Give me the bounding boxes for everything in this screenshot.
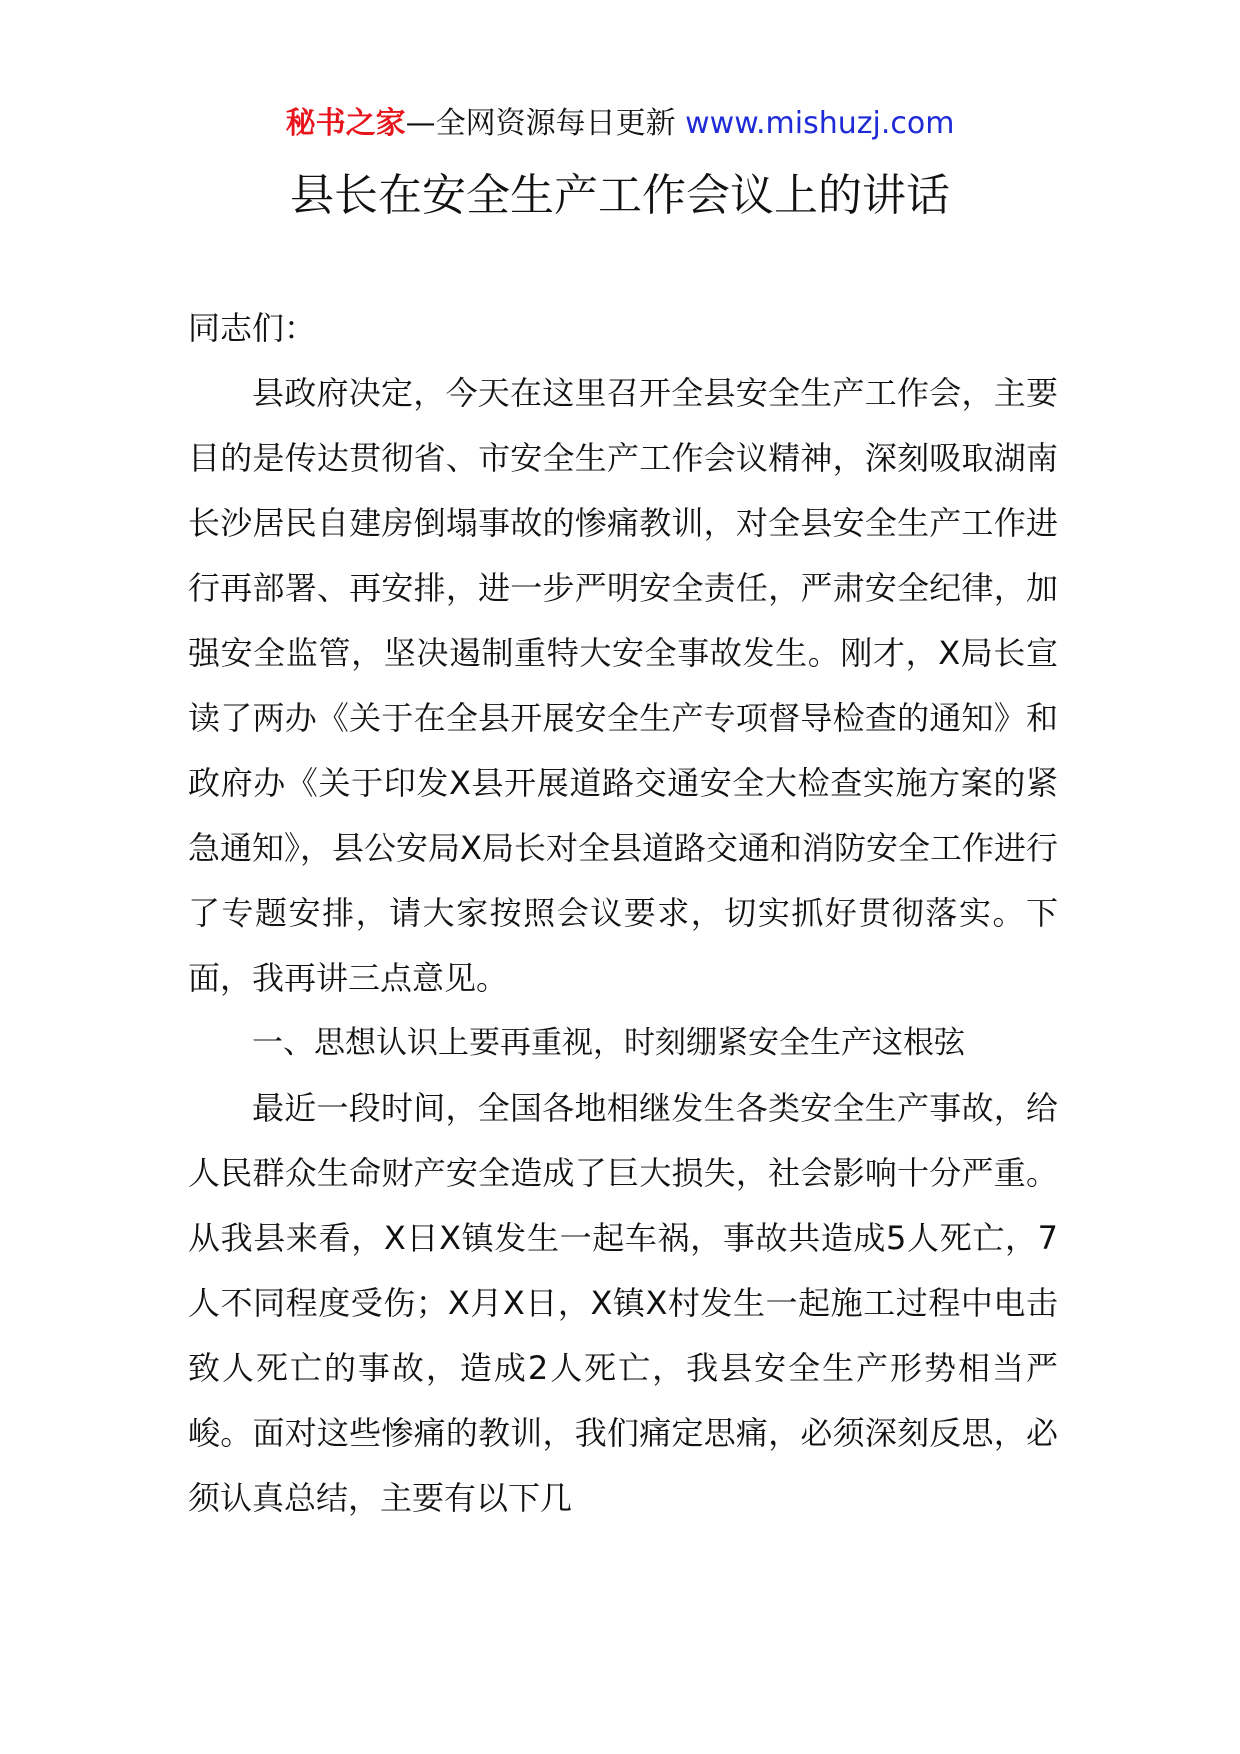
- salutation: 同志们：: [188, 309, 317, 347]
- section-paragraph: 最近一段时间，全国各地相继发生各类安全生产事故，给人民群众生命财产安全造成了巨大损失，社会影响十分严重。从我县来看，X日X镇发生一起车祸，事故共造成5人死亡，7人不同程度受伤；X月X日，X镇X村发生一起施工过程中电击致人死亡的事故，造成2人死亡，我县安全生产形势相当严峻。面对这些惨痛的教训，我们痛定思痛，必须深刻反思，必须认真总结，主要有以下几: [188, 1089, 1058, 1517]
- brand-name: 秘书之家: [285, 106, 406, 141]
- site-header: [0, 104, 1240, 144]
- document-body: [188, 296, 1058, 1531]
- section-heading: 一、思想认识上要再重视，时刻绷紧安全生产这根弦: [252, 1025, 965, 1061]
- site-url-link[interactable]: www.mishuzj.com: [685, 106, 955, 141]
- header-tagline: —全网资源每日更新: [405, 106, 676, 141]
- document-title: 县长在安全生产工作会议上的讲话: [290, 170, 950, 221]
- body-paragraph: 县政府决定，今天在这里召开全县安全生产工作会，主要目的是传达贯彻省、市安全生产工作会议精神，深刻吸取湖南长沙居民自建房倒塌事故的惨痛教训，对全县安全生产工作进行再部署、再安排，进一步严明安全责任，严肃安全纪律，加强安全监管，坚决遏制重特大安全事故发生。刚才，X局长宣读了两办《关于在全县开展安全生产专项督导检查的通知》和政府办《关于印发X县开展道路交通安全大检查实施方案的紧急通知》，县公安局X局长对全县道路交通和消防安全工作进行了专题安排，请大家按照会议要求，切实抓好贯彻落实。下面，我再讲三点意见。: [188, 374, 1058, 997]
